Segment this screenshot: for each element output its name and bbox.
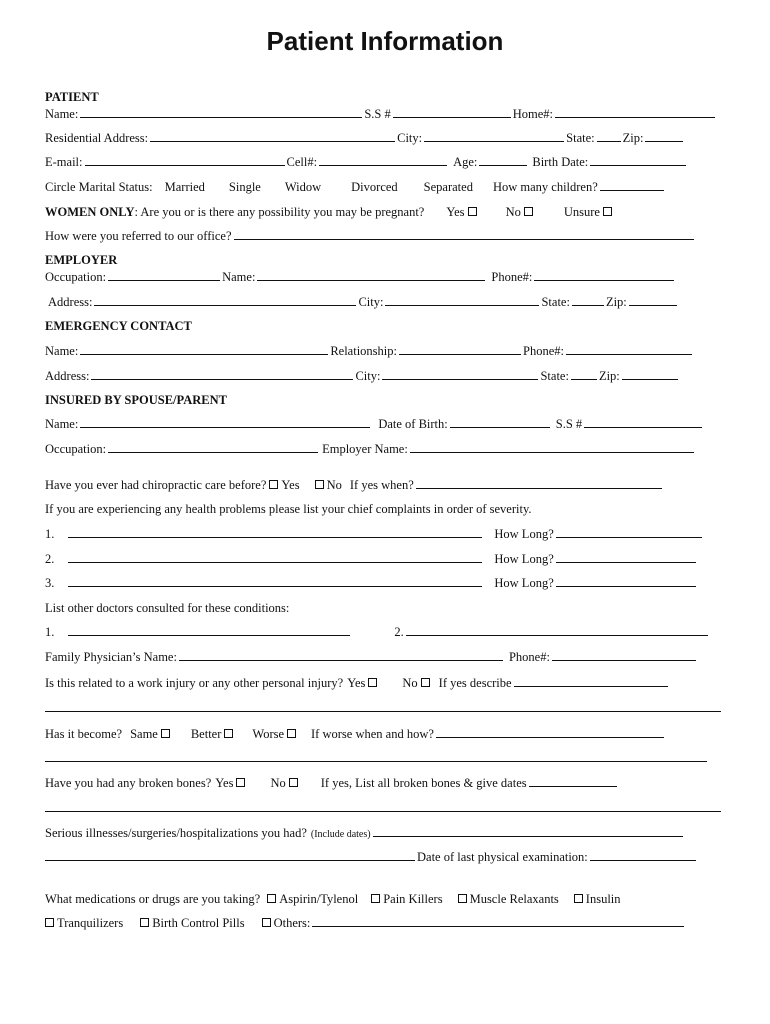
label: Date of last physical examination: <box>417 850 588 864</box>
injury-describe-line-2[interactable] <box>45 700 721 712</box>
label: Name: <box>222 270 256 284</box>
patient-row-5 <box>45 204 725 220</box>
label: How many children? <box>492 180 598 194</box>
patient-row-3 <box>45 154 725 170</box>
employer-address-field[interactable] <box>94 294 356 306</box>
chiro-no-checkbox[interactable] <box>315 480 324 489</box>
label: City: <box>355 369 381 383</box>
worse-checkbox[interactable] <box>287 729 296 738</box>
label: Yes <box>347 676 366 690</box>
label: Name: <box>45 107 79 121</box>
label: Has it become? <box>45 727 123 741</box>
better-checkbox[interactable] <box>224 729 233 738</box>
label: Same <box>130 727 158 741</box>
patient-ss-field[interactable] <box>393 106 511 118</box>
patient-home-field[interactable] <box>555 106 715 118</box>
employer-row-2 <box>45 294 725 310</box>
label: Insulin <box>585 892 621 906</box>
meds-row-2 <box>45 915 725 931</box>
become-row <box>45 726 725 742</box>
complaint-row-1 <box>45 526 725 542</box>
label: No <box>326 478 342 492</box>
employer-occupation-field[interactable] <box>108 269 220 281</box>
label: 1. <box>45 527 55 541</box>
complaint-1-howlong-field[interactable] <box>556 526 702 538</box>
label: City: <box>358 295 384 309</box>
label: Yes <box>215 776 234 790</box>
birth-control-checkbox[interactable] <box>140 918 149 927</box>
label: Address: <box>48 295 93 309</box>
label: How Long? <box>494 527 554 541</box>
emergency-state-field[interactable] <box>571 368 597 380</box>
chiro-when-field[interactable] <box>416 477 662 489</box>
complaint-3-howlong-field[interactable] <box>556 575 696 587</box>
insured-heading: INSURED BY SPOUSE/PARENT <box>45 393 227 407</box>
pain-killers-checkbox[interactable] <box>371 894 380 903</box>
pregnant-yes-checkbox[interactable] <box>468 207 477 216</box>
employer-zip-field[interactable] <box>629 294 677 306</box>
doctors-row <box>45 624 725 640</box>
patient-email-field[interactable] <box>85 154 285 166</box>
label: Date of Birth: <box>378 417 448 431</box>
chiro-row <box>45 477 725 493</box>
label: Family Physician’s Name: <box>45 650 177 664</box>
employer-row-1 <box>45 269 725 285</box>
label: Zip: <box>598 369 620 383</box>
insured-row-2 <box>45 441 725 457</box>
label: Employer Name: <box>322 442 408 456</box>
insured-dob-field[interactable] <box>450 416 550 428</box>
complaint-row-2 <box>45 551 725 567</box>
complaint-1-field[interactable] <box>68 526 482 538</box>
doctors-label: List other doctors consulted for these conditions: <box>45 601 290 615</box>
label: State: <box>566 131 595 145</box>
serious-field[interactable] <box>373 825 683 837</box>
label: Unsure <box>563 205 600 219</box>
emergency-zip-field[interactable] <box>622 368 678 380</box>
emergency-address-field[interactable] <box>91 368 353 380</box>
label: E-mail: <box>45 155 83 169</box>
injury-yes-checkbox[interactable] <box>368 678 377 687</box>
insulin-checkbox[interactable] <box>574 894 583 903</box>
bones-list-field[interactable] <box>529 775 617 787</box>
patient-name-field[interactable] <box>80 106 362 118</box>
patient-heading: PATIENT <box>45 90 99 104</box>
complaint-2-field[interactable] <box>68 551 482 563</box>
patient-address-field[interactable] <box>150 130 395 142</box>
label: City: <box>397 131 423 145</box>
physician-name-field[interactable] <box>179 649 503 661</box>
complaint-3-field[interactable] <box>68 575 482 587</box>
include-dates-label: (Include dates) <box>310 829 371 840</box>
bones-yes-checkbox[interactable] <box>236 778 245 787</box>
serious-line-2[interactable] <box>45 849 415 861</box>
marital-separated[interactable]: Separated <box>423 180 473 194</box>
label: Others: <box>273 916 311 930</box>
injury-describe-field[interactable] <box>514 675 668 687</box>
label: Tranquilizers <box>57 916 124 930</box>
label: If yes when? <box>349 478 414 492</box>
tranquilizers-checkbox[interactable] <box>45 918 54 927</box>
emergency-heading: EMERGENCY CONTACT <box>45 319 192 333</box>
muscle-relaxants-checkbox[interactable] <box>458 894 467 903</box>
label: Residential Address: <box>45 131 149 145</box>
patient-cell-field[interactable] <box>319 154 447 166</box>
aspirin-checkbox[interactable] <box>267 894 276 903</box>
serious-row <box>45 825 725 843</box>
worse-how-line-2[interactable] <box>45 750 707 762</box>
label: How were you referred to our office? <box>45 229 232 243</box>
label: S.S # <box>555 417 583 431</box>
injury-row <box>45 675 725 691</box>
insured-ss-field[interactable] <box>584 416 702 428</box>
doctor-1-field[interactable] <box>68 624 350 636</box>
label: Worse <box>252 727 285 741</box>
pregnant-no-checkbox[interactable] <box>524 207 533 216</box>
label: If yes describe <box>438 676 512 690</box>
patient-row-2 <box>45 130 725 146</box>
label: Name: <box>45 344 79 358</box>
label: Phone#: <box>508 650 550 664</box>
injury-continued <box>45 700 725 716</box>
pregnant-unsure-checkbox[interactable] <box>603 207 612 216</box>
page-title: Patient Information <box>266 26 504 56</box>
patient-row-6 <box>45 228 725 244</box>
referred-field[interactable] <box>234 228 694 240</box>
marital-married[interactable]: Married <box>164 180 205 194</box>
chiro-yes-checkbox[interactable] <box>269 480 278 489</box>
label: Have you ever had chiropractic care before? <box>45 478 267 492</box>
bones-continued <box>45 800 725 816</box>
insured-name-field[interactable] <box>80 416 370 428</box>
employer-phone-field[interactable] <box>534 269 674 281</box>
label: 1. <box>45 625 55 639</box>
label: Occupation: <box>45 270 107 284</box>
others-checkbox[interactable] <box>262 918 271 927</box>
label: Aspirin/Tylenol <box>279 892 359 906</box>
problems-intro: If you are experiencing any health problems please list your chief complaints in order of severity. <box>45 502 532 516</box>
patient-birth-field[interactable] <box>590 154 686 166</box>
label: 2. <box>45 552 55 566</box>
label: Yes <box>281 478 300 492</box>
children-field[interactable] <box>600 179 664 191</box>
women-only-label: WOMEN ONLY <box>45 205 135 219</box>
label: Phone#: <box>491 270 533 284</box>
bones-no-checkbox[interactable] <box>289 778 298 787</box>
marital-widow[interactable]: Widow <box>284 180 322 194</box>
label: No <box>505 205 521 219</box>
insured-occupation-field[interactable] <box>108 441 318 453</box>
label: What medications or drugs are you taking? <box>45 892 261 906</box>
label: No <box>402 676 418 690</box>
employer-heading: EMPLOYER <box>45 253 118 267</box>
label: How Long? <box>494 576 554 590</box>
worse-how-field[interactable] <box>436 726 664 738</box>
bones-line-2[interactable] <box>45 800 721 812</box>
emergency-name-field[interactable] <box>80 343 328 355</box>
label: Name: <box>45 417 79 431</box>
label: Birth Control Pills <box>152 916 245 930</box>
complaint-2-howlong-field[interactable] <box>556 551 696 563</box>
label: Occupation: <box>45 442 107 456</box>
patient-zip-field[interactable] <box>645 130 683 142</box>
label: Is this related to a work injury or any other personal injury? <box>45 676 344 690</box>
insured-employer-field[interactable] <box>410 441 694 453</box>
emergency-relationship-field[interactable] <box>399 343 521 355</box>
complaint-row-3 <box>45 575 725 591</box>
marital-single[interactable]: Single <box>228 180 261 194</box>
label: Have you had any broken bones? <box>45 776 212 790</box>
employer-state-field[interactable] <box>572 294 604 306</box>
insured-row-1 <box>45 416 725 432</box>
label: Pain Killers <box>383 892 443 906</box>
label: Home#: <box>512 107 554 121</box>
patient-city-field[interactable] <box>424 130 564 142</box>
label: Circle Marital Status: <box>45 180 153 194</box>
emergency-city-field[interactable] <box>382 368 538 380</box>
label: Serious illnesses/surgeries/hospitalizations you had? <box>45 826 307 840</box>
label: : Are you or is there any possibility you may be pregnant? <box>134 205 425 219</box>
label: Cell#: <box>286 155 318 169</box>
label: Age: <box>453 155 478 169</box>
injury-no-checkbox[interactable] <box>421 678 430 687</box>
meds-row-1 <box>45 891 725 907</box>
label: Phone#: <box>523 344 564 358</box>
label: No <box>270 776 286 790</box>
patient-row-1 <box>45 106 725 122</box>
label: Yes <box>446 205 465 219</box>
label: 2. <box>394 625 404 639</box>
others-field[interactable] <box>312 915 684 927</box>
physician-row <box>45 649 725 665</box>
same-checkbox[interactable] <box>161 729 170 738</box>
physical-row <box>45 849 725 865</box>
label: S.S # <box>364 107 391 121</box>
label: Zip: <box>605 295 627 309</box>
physician-phone-field[interactable] <box>552 649 696 661</box>
physical-date-field[interactable] <box>590 849 696 861</box>
patient-row-4 <box>45 179 725 195</box>
label: State: <box>541 295 570 309</box>
patient-state-field[interactable] <box>597 130 621 142</box>
emergency-row-1 <box>45 343 725 359</box>
label: If yes, List all broken bones & give dates <box>320 776 527 790</box>
label: State: <box>540 369 569 383</box>
label: Address: <box>45 369 90 383</box>
employer-name-field[interactable] <box>257 269 485 281</box>
label: Zip: <box>622 131 644 145</box>
become-continued <box>45 750 725 766</box>
marital-divorced[interactable]: Divorced <box>351 180 398 194</box>
bones-row <box>45 775 725 791</box>
employer-city-field[interactable] <box>385 294 539 306</box>
emergency-phone-field[interactable] <box>566 343 692 355</box>
label: If worse when and how? <box>311 727 434 741</box>
label: How Long? <box>494 552 554 566</box>
label: Better <box>190 727 222 741</box>
label: Birth Date: <box>532 155 589 169</box>
label: 3. <box>45 576 55 590</box>
patient-age-field[interactable] <box>479 154 527 166</box>
emergency-row-2 <box>45 368 725 384</box>
label: Muscle Relaxants <box>469 892 559 906</box>
doctor-2-field[interactable] <box>406 624 708 636</box>
label: Relationship: <box>330 344 397 358</box>
